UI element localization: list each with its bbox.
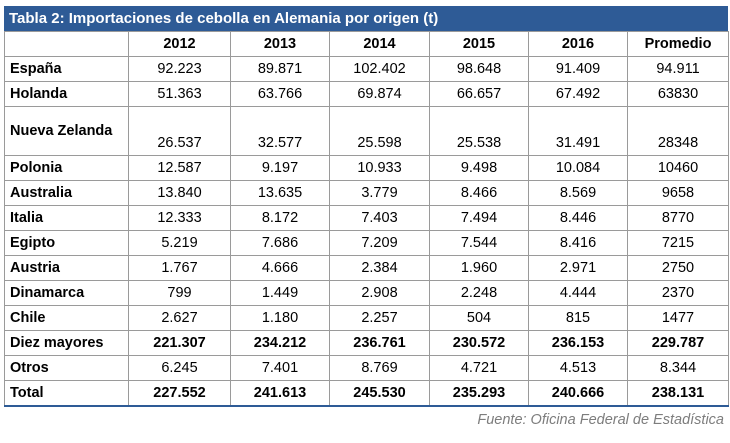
table-cell: 8.769: [330, 356, 430, 381]
table-cell: 221.307: [129, 331, 231, 356]
table-cell: 13.635: [231, 181, 330, 206]
table-cell: 12.333: [129, 206, 231, 231]
header-cell-2014: 2014: [330, 32, 430, 57]
row-label: Egipto: [5, 231, 129, 256]
table-cell: 799: [129, 281, 231, 306]
table-cell: 7.686: [231, 231, 330, 256]
table-cell: 63830: [628, 82, 729, 107]
table-cell: 63.766: [231, 82, 330, 107]
table-cell: 10460: [628, 156, 729, 181]
table-cell: 2370: [628, 281, 729, 306]
table-cell: 241.613: [231, 381, 330, 406]
table-row: [5, 281, 729, 306]
table-cell: 7.209: [330, 231, 430, 256]
table-cell: 10.084: [529, 156, 628, 181]
table-row: [5, 57, 729, 82]
table-cell: 26.537: [129, 107, 231, 156]
table-cell: 238.131: [628, 381, 729, 406]
table-cell: 31.491: [529, 107, 628, 156]
imports-table: [4, 31, 729, 407]
table-cell: 815: [529, 306, 628, 331]
table-row: [5, 306, 729, 331]
table-cell: 4.444: [529, 281, 628, 306]
table-cell: 2.257: [330, 306, 430, 331]
table-cell: 2.627: [129, 306, 231, 331]
table-cell: 102.402: [330, 57, 430, 82]
row-label: Dinamarca: [5, 281, 129, 306]
table-cell: 245.530: [330, 381, 430, 406]
table-row: [5, 206, 729, 231]
table-cell: 7215: [628, 231, 729, 256]
header-cell-promedio: Promedio: [628, 32, 729, 57]
table-cell: 92.223: [129, 57, 231, 82]
table-cell: 8.172: [231, 206, 330, 231]
table-row: [5, 256, 729, 281]
row-label: Australia: [5, 181, 129, 206]
table-figure: [4, 6, 728, 433]
table-cell: 3.779: [330, 181, 430, 206]
table-cell: 8.344: [628, 356, 729, 381]
table-cell: 8.569: [529, 181, 628, 206]
header-cell-2013: 2013: [231, 32, 330, 57]
table-cell: 235.293: [430, 381, 529, 406]
table-cell: 9.197: [231, 156, 330, 181]
row-label: Nueva Zelanda: [5, 107, 129, 156]
table-cell: 1.180: [231, 306, 330, 331]
table-cell: 6.245: [129, 356, 231, 381]
table-cell: 9.498: [430, 156, 529, 181]
table-cell: 236.153: [529, 331, 628, 356]
table-cell: 229.787: [628, 331, 729, 356]
table-row: [5, 82, 729, 107]
table-row: [5, 381, 729, 406]
row-label: Diez mayores: [5, 331, 129, 356]
header-cell-2016: 2016: [529, 32, 628, 57]
row-label: Austria: [5, 256, 129, 281]
table-cell: 51.363: [129, 82, 231, 107]
row-label: Otros: [5, 356, 129, 381]
table-cell: 98.648: [430, 57, 529, 82]
row-label: Total: [5, 381, 129, 406]
table-cell: 236.761: [330, 331, 430, 356]
table-cell: 32.577: [231, 107, 330, 156]
table-title: Tabla 2: Importaciones de cebolla en Alemania por origen (t): [4, 6, 728, 31]
table-cell: 10.933: [330, 156, 430, 181]
table-cell: 4.666: [231, 256, 330, 281]
table-cell: 25.598: [330, 107, 430, 156]
table-cell: 69.874: [330, 82, 430, 107]
table-cell: 91.409: [529, 57, 628, 82]
table-cell: 2.248: [430, 281, 529, 306]
table-row: [5, 331, 729, 356]
table-cell: 7.544: [430, 231, 529, 256]
table-cell: 8.416: [529, 231, 628, 256]
row-label: Chile: [5, 306, 129, 331]
table-cell: 4.513: [529, 356, 628, 381]
table-row: [5, 107, 729, 156]
table-cell: 2.971: [529, 256, 628, 281]
table-cell: 7.401: [231, 356, 330, 381]
table-cell: 240.666: [529, 381, 628, 406]
table-cell: 66.657: [430, 82, 529, 107]
header-cell-2015: 2015: [430, 32, 529, 57]
table-row: [5, 156, 729, 181]
table-cell: 2.908: [330, 281, 430, 306]
table-cell: 28348: [628, 107, 729, 156]
table-row: [5, 231, 729, 256]
table-cell: 5.219: [129, 231, 231, 256]
table-cell: 67.492: [529, 82, 628, 107]
table-cell: 9658: [628, 181, 729, 206]
header-row: [5, 32, 729, 57]
table-cell: 8.466: [430, 181, 529, 206]
table-cell: 8.446: [529, 206, 628, 231]
row-label: Italia: [5, 206, 129, 231]
table-cell: 25.538: [430, 107, 529, 156]
row-label: Polonia: [5, 156, 129, 181]
table-cell: 234.212: [231, 331, 330, 356]
table-cell: 12.587: [129, 156, 231, 181]
table-cell: 1.767: [129, 256, 231, 281]
table-row: [5, 356, 729, 381]
table-cell: 8770: [628, 206, 729, 231]
table-cell: 227.552: [129, 381, 231, 406]
table-cell: 2750: [628, 256, 729, 281]
table-row: [5, 181, 729, 206]
source-note: Fuente: Oficina Federal de Estadística: [477, 411, 724, 428]
table-cell: 7.494: [430, 206, 529, 231]
table-cell: 94.911: [628, 57, 729, 82]
table-cell: 1.960: [430, 256, 529, 281]
table-cell: 4.721: [430, 356, 529, 381]
table-cell: 504: [430, 306, 529, 331]
table-cell: 13.840: [129, 181, 231, 206]
table-cell: 89.871: [231, 57, 330, 82]
header-cell-empty: [5, 32, 129, 57]
header-cell-2012: 2012: [129, 32, 231, 57]
row-label: Holanda: [5, 82, 129, 107]
table-cell: 1477: [628, 306, 729, 331]
table-cell: 7.403: [330, 206, 430, 231]
table-cell: 1.449: [231, 281, 330, 306]
table-cell: 2.384: [330, 256, 430, 281]
table-body: [5, 57, 729, 406]
table-cell: 230.572: [430, 331, 529, 356]
row-label: España: [5, 57, 129, 82]
